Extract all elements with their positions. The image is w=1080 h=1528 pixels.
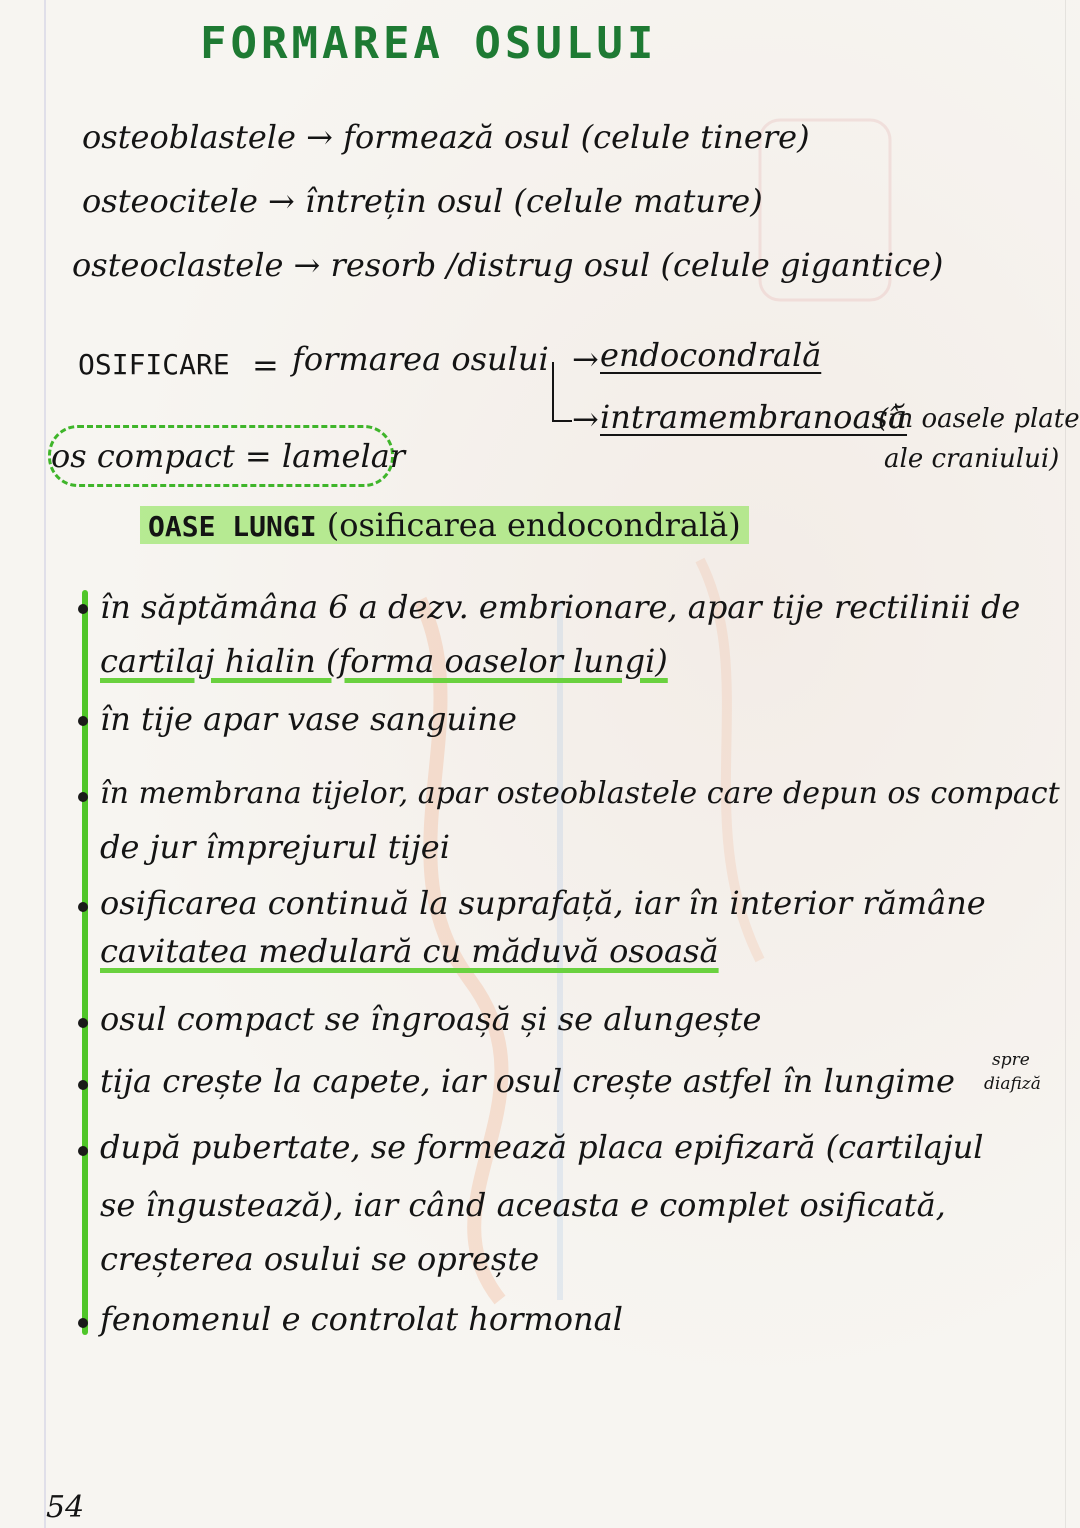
bullet-3-line-2: de jur împrejurul tijei [100,828,450,866]
ossification-equals: = [252,346,279,384]
bullet-dot [78,716,88,726]
cell-name: osteoblastele [82,118,296,156]
intramembranous-note-1: (în oasele plate [878,404,1080,434]
bullet-1-line-1: în săptămâna 6 a dezv. embrionare, apar tije rectilinii de [100,588,1021,626]
bullet-7-line-1: după pubertate, se formează placa epifizară (cartilajul [100,1128,984,1166]
bullet-dot [78,902,88,912]
branch-bracket [552,362,572,422]
bullet-dot [78,1018,88,1028]
page-number: 54 [46,1490,85,1525]
side-note-1: spre [992,1050,1030,1070]
section-title: OASE LUNGI [148,510,317,543]
cell-desc: întrețin osul (celule mature) [305,182,763,220]
cell-name: osteocitele [82,182,258,220]
bullet-dot [78,604,88,614]
section-heading [140,506,749,544]
bullet-dot [78,1318,88,1328]
ossification-type-endocondral: endocondrală [600,336,822,374]
bullet-2-line-1: în tije apar vase sanguine [100,700,517,738]
bullet-7-line-3: creșterea osului se oprește [100,1240,540,1278]
ossification-term: OSIFICARE [78,348,230,381]
side-note-2: diafiză [984,1074,1041,1094]
cell-desc: formează osul (celule tinere) [343,118,810,156]
section-subtitle: (osificarea endocondrală) [326,506,741,544]
bullet-7-line-2: se îngustează), iar când aceasta e complet osificată, [100,1186,946,1224]
arrow-icon: → [572,400,599,438]
page-title: FORMAREA OSULUI [200,18,658,69]
arrow-icon: → [306,118,333,156]
bullet-4-line-2: cavitatea medulară cu măduvă osoasă [100,932,719,970]
arrow-icon: → [293,246,321,284]
bullet-dot [78,1146,88,1156]
cell-row-2 [82,182,763,220]
cell-row-1 [82,118,810,156]
cell-row-3 [72,246,943,284]
cell-name: osteoclastele [72,246,284,284]
bullet-list-bar [82,590,88,1335]
cell-desc: resorb /distrug osul (celule gigantice) [330,246,944,284]
arrow-icon: → [572,340,599,378]
bullet-3-line-1: în membrana tijelor, apar osteoblastele care depun os compact [100,776,1060,811]
bullet-dot [78,792,88,802]
arrow-icon: → [268,182,295,220]
bullet-dot [78,1080,88,1090]
bullet-1-line-2: cartilaj hialin (forma oaselor lungi) [100,642,668,680]
intramembranous-note-2: ale craniului) [884,444,1060,474]
bullet-8-line-1: fenomenul e controlat hormonal [100,1300,623,1338]
compact-bone-note: os compact = lamelar [48,425,394,487]
bullet-5-line-1: osul compact se îngroașă și se alungește [100,1000,762,1038]
ossification-type-intramembranous: intramembranoasă [600,398,908,436]
ossification-definition: formarea osului [292,340,549,378]
bullet-4-line-1: osificarea continuă la suprafață, iar în interior rămâne [100,884,986,922]
bullet-6-line-1: tija crește la capete, iar osul crește astfel în lungime [100,1062,955,1100]
